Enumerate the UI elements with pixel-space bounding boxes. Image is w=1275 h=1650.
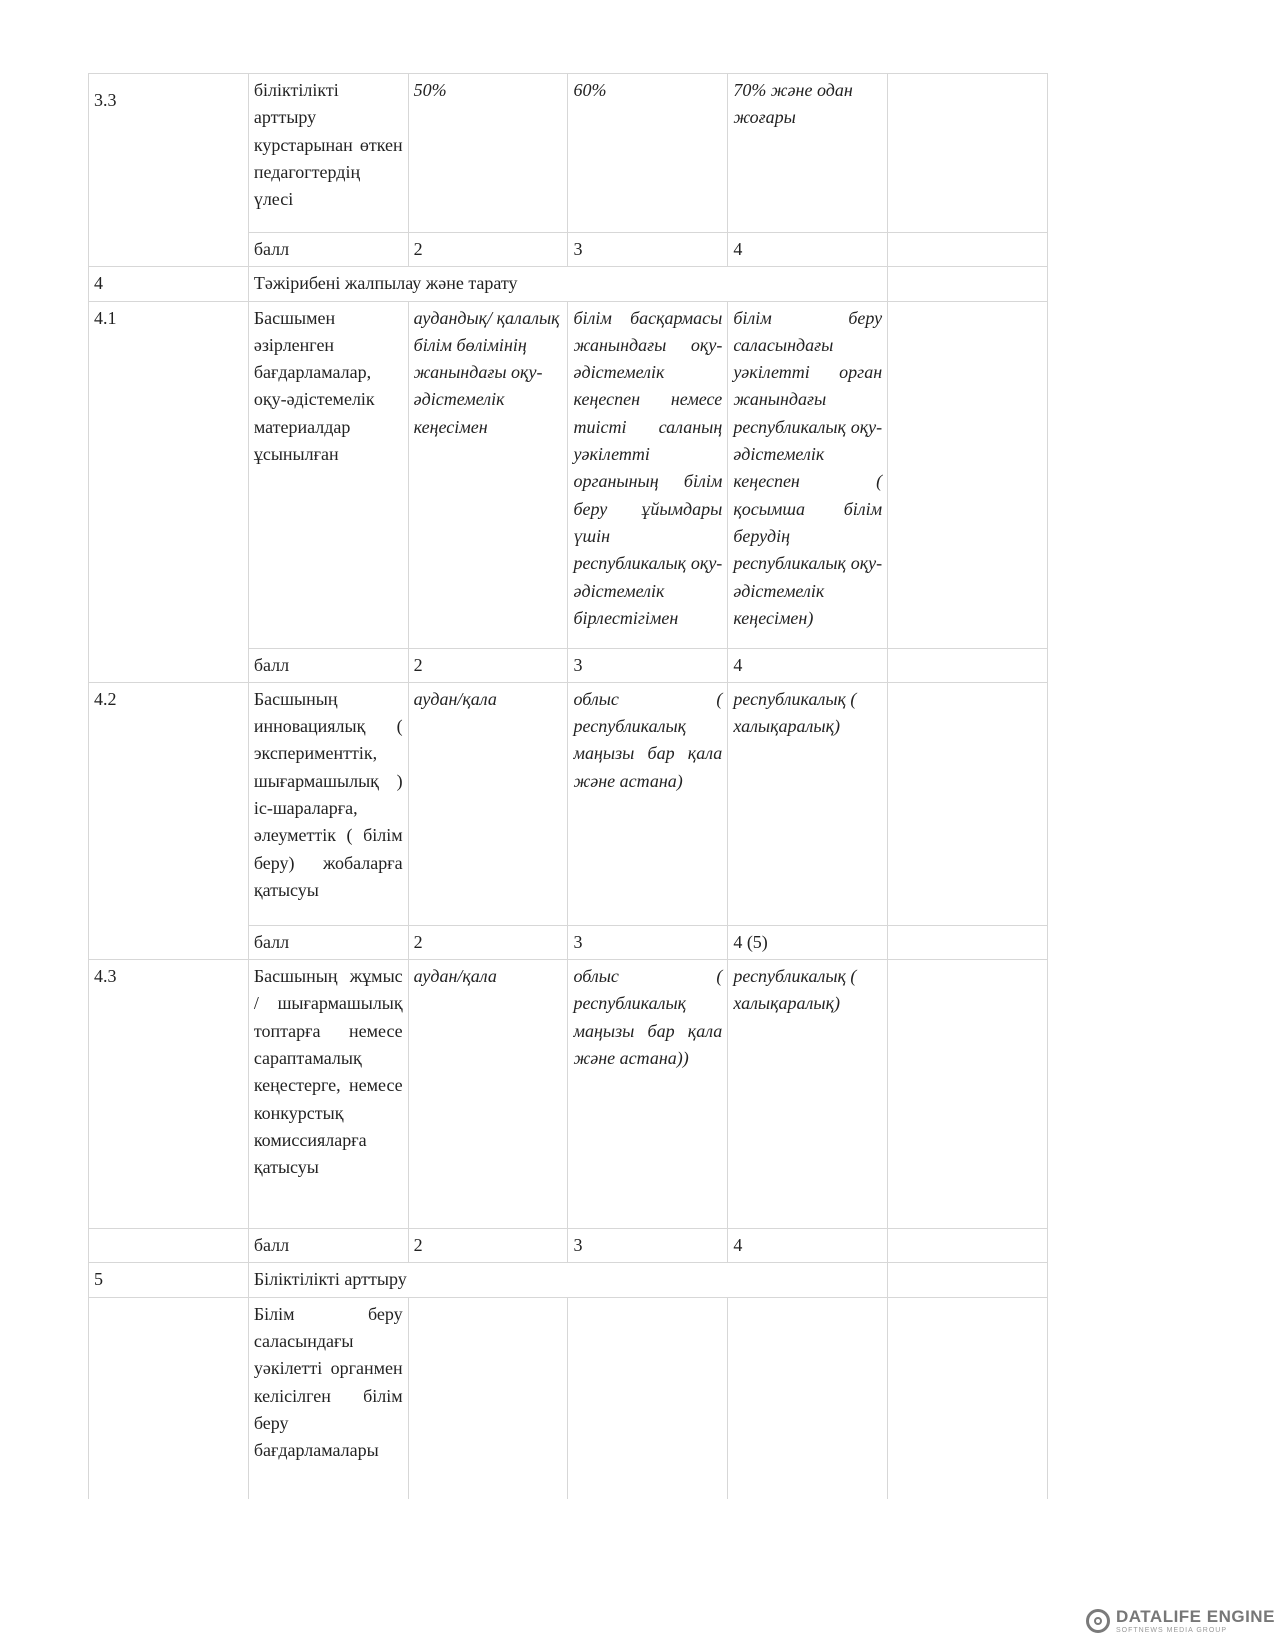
score-label: балл bbox=[248, 648, 408, 682]
score-value: 2 bbox=[408, 925, 568, 959]
criterion-cell: біліктілікті арттыру курстарынан өткен педагогтердің үлесі bbox=[248, 74, 408, 233]
table-row bbox=[89, 74, 1048, 233]
empty-cell bbox=[408, 1297, 568, 1499]
empty-cell bbox=[888, 648, 1048, 682]
level-2-cell: 60% bbox=[568, 74, 728, 233]
score-label: балл bbox=[248, 925, 408, 959]
empty-cell bbox=[888, 1229, 1048, 1263]
watermark bbox=[1086, 1608, 1275, 1634]
empty-cell bbox=[888, 1297, 1048, 1499]
empty-cell bbox=[728, 1297, 888, 1499]
score-value: 4 bbox=[728, 648, 888, 682]
empty-cell bbox=[888, 960, 1048, 1229]
level-3-cell: 70% және одан жоғары bbox=[728, 74, 888, 233]
watermark-title: DATALIFE ENGINE bbox=[1116, 1607, 1275, 1626]
level-3-cell: республикалық ( халықаралық) bbox=[728, 960, 888, 1229]
empty-cell bbox=[888, 925, 1048, 959]
score-label: балл bbox=[248, 1229, 408, 1263]
score-value: 3 bbox=[568, 1229, 728, 1263]
empty-cell bbox=[888, 267, 1048, 301]
level-1-cell: аудан/қала bbox=[408, 682, 568, 925]
score-value: 4 (5) bbox=[728, 925, 888, 959]
level-3-cell: республикалық ( халықаралық) bbox=[728, 682, 888, 925]
eye-logo-icon bbox=[1086, 1609, 1110, 1633]
table-row bbox=[89, 960, 1048, 1229]
level-1-cell: аудандық/ қалалық білім бөлімінің жанындағы оқу-әдістемелік кеңесімен bbox=[408, 301, 568, 648]
score-value: 4 bbox=[728, 233, 888, 267]
section-row bbox=[89, 1263, 1048, 1297]
empty-cell bbox=[568, 1297, 728, 1499]
level-2-cell: облыс ( республикалық маңызы бар қала және астана) bbox=[568, 682, 728, 925]
section-number: 5 bbox=[89, 1263, 249, 1297]
row-number: 4.3 bbox=[89, 960, 249, 1229]
section-row bbox=[89, 267, 1048, 301]
row-number: 4.1 bbox=[89, 301, 249, 682]
empty-cell bbox=[888, 74, 1048, 233]
level-2-cell: облыс ( республикалық маңызы бар қала және астана)) bbox=[568, 960, 728, 1229]
row-number: 4.2 bbox=[89, 682, 249, 959]
score-value: 2 bbox=[408, 233, 568, 267]
row-number: 3.3 bbox=[89, 74, 249, 267]
table-row bbox=[89, 1297, 1048, 1499]
score-value: 2 bbox=[408, 1229, 568, 1263]
score-value: 4 bbox=[728, 1229, 888, 1263]
score-value: 3 bbox=[568, 648, 728, 682]
empty-cell bbox=[888, 301, 1048, 648]
empty-cell bbox=[888, 233, 1048, 267]
level-3-cell: білім беру саласындағы уәкілетті орган жанындағы республикалық оқу-әдістемелік кеңеспен ( қосымша білім берудің республикалық оқу-әдістемелік кеңесімен) bbox=[728, 301, 888, 648]
empty-cell bbox=[888, 1263, 1048, 1297]
score-label: балл bbox=[248, 233, 408, 267]
criterion-cell: Басшының жұмыс / шығармашылық топтарға немесе сараптамалық кеңестерге, немесе конкурстық комиссияларға қатысуы bbox=[248, 960, 408, 1229]
level-1-cell: аудан/қала bbox=[408, 960, 568, 1229]
empty-cell bbox=[89, 1297, 249, 1499]
score-value: 3 bbox=[568, 233, 728, 267]
level-2-cell: білім басқармасы жанындағы оқу-әдістемелік кеңеспен немесе тиісті саланың уәкілетті органының білім беру ұйымдары үшін республикалық оқу-әдістемелік бірлестігімен bbox=[568, 301, 728, 648]
criterion-cell: Басшының инновациялық ( эксперименттік, шығармашылық ) іс-шараларға, әлеуметтік ( білім беру) жобаларға қатысуы bbox=[248, 682, 408, 925]
score-row bbox=[89, 1229, 1048, 1263]
section-number: 4 bbox=[89, 267, 249, 301]
watermark-subtitle: SOFTNEWS MEDIA GROUP bbox=[1116, 1627, 1228, 1634]
criterion-cell: Білім беру саласындағы уәкілетті органмен келісілген білім беру бағдарламалары bbox=[248, 1297, 408, 1499]
table-row bbox=[89, 682, 1048, 925]
empty-cell bbox=[89, 1229, 249, 1263]
score-value: 3 bbox=[568, 925, 728, 959]
criteria-table bbox=[88, 73, 1048, 1499]
criterion-cell: Басшымен әзірленген бағдарламалар, оқу-әдістемелік материалдар ұсынылған bbox=[248, 301, 408, 648]
table-row bbox=[89, 301, 1048, 648]
section-title: Тәжірибені жалпылау және тарату bbox=[248, 267, 887, 301]
score-value: 2 bbox=[408, 648, 568, 682]
level-1-cell: 50% bbox=[408, 74, 568, 233]
empty-cell bbox=[888, 682, 1048, 925]
section-title: Біліктілікті арттыру bbox=[248, 1263, 887, 1297]
